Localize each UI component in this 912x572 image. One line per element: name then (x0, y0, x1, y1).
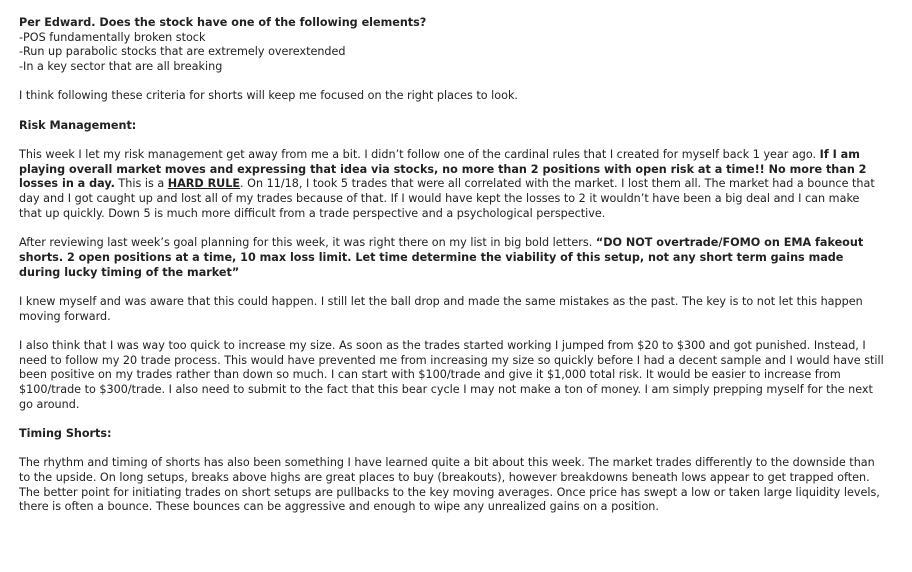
hard-rule-label: HARD RULE (167, 177, 241, 191)
criteria-section (19, 16, 885, 75)
criteria-item-broken-stock: -POS fundamentally broken stock (19, 30, 206, 44)
risk-paragraph-3: I knew myself and was aware that this could happen. I still let the ball drop and made the same mistakes as the past. The key is to not let this happen moving forward. (19, 294, 863, 323)
risk-paragraph-4: I also think that I was way too quick to increase my size. As soon as the trades started working I jumped from $20 to $300 and got punished. Instead, I need to follow my 20 trade process. This would have prevented me from increasing my size so quickly before I had a decent sample and I would have still been positive on my trades rather than down so much. I can start with $100/trade and give it $1,000 total risk. It would be easier to increase from $100/trade to $300/trade. I also need to submit to the fact that this bear cycle I may not make a ton of money. I am simply prepping myself for the next go around. (19, 338, 884, 411)
document-body (19, 16, 885, 530)
risk-p1-text-1: This week I let my risk management get away from me a bit. I didn’t follow one of the cardinal rules that I created for myself back 1 year ago. (19, 148, 820, 161)
risk-p1-text-2: This is a (114, 177, 168, 191)
risk-p2-text-1: After reviewing last week’s goal planning for this week, it was right there on my list in big bold letters. (19, 236, 596, 250)
criteria-item-key-sector: -In a key sector that are all breaking (19, 60, 223, 74)
timing-paragraph-1: The rhythm and timing of shorts has also been something I have learned quite a bit about this week. The market trades differently to the downside than to the upside. On long setups, breaks above highs are great places to buy (breakouts), however breakdowns beneath lows appear to get trapped often. The better point for initiating trades on short setups are pullbacks to the key moving averages. Once price has swept a low or taken large liquidity levels, there is often a bounce. These bounces can be aggressive and enough to wipe any unrealized gains on a position. (19, 456, 880, 514)
risk-p2-bold-quote: “DO NOT overtrade/FOMO on EMA fakeout shorts. 2 open positions at a time, 10 max loss limit. Let time determine the viability of this setup, not any short term gains made during lucky timing of the market” (19, 236, 864, 279)
criteria-item-parabolic: -Run up parabolic stocks that are extremely overextended (19, 45, 346, 59)
timing-shorts-heading: Timing Shorts: (19, 426, 112, 440)
risk-p1-text-3: . On 11/18, I took 5 trades that were all correlated with the market. I lost them all. The market had a bounce that day and I got caught up and lost all of my trades because of that. If I would have kept the losses to 2 it wouldn’t have been a big deal and I can make that up quickly. Down 5 is much more difficult from a trade perspective and a psychological perspective. (19, 177, 875, 220)
risk-paragraph-2 (19, 236, 885, 280)
risk-p1-bold-rule: If I am playing overall market moves and expressing that idea via stocks, no more than 2 positions with open risk at a time!! No more than 2 losses in a day. (19, 148, 867, 191)
focus-paragraph: I think following these criteria for shorts will keep me focused on the right places to look. (19, 89, 518, 103)
criteria-heading: Per Edward. Does the stock have one of the following elements? (19, 16, 427, 29)
risk-management-heading: Risk Management: (19, 118, 137, 132)
risk-paragraph-1 (19, 148, 885, 222)
